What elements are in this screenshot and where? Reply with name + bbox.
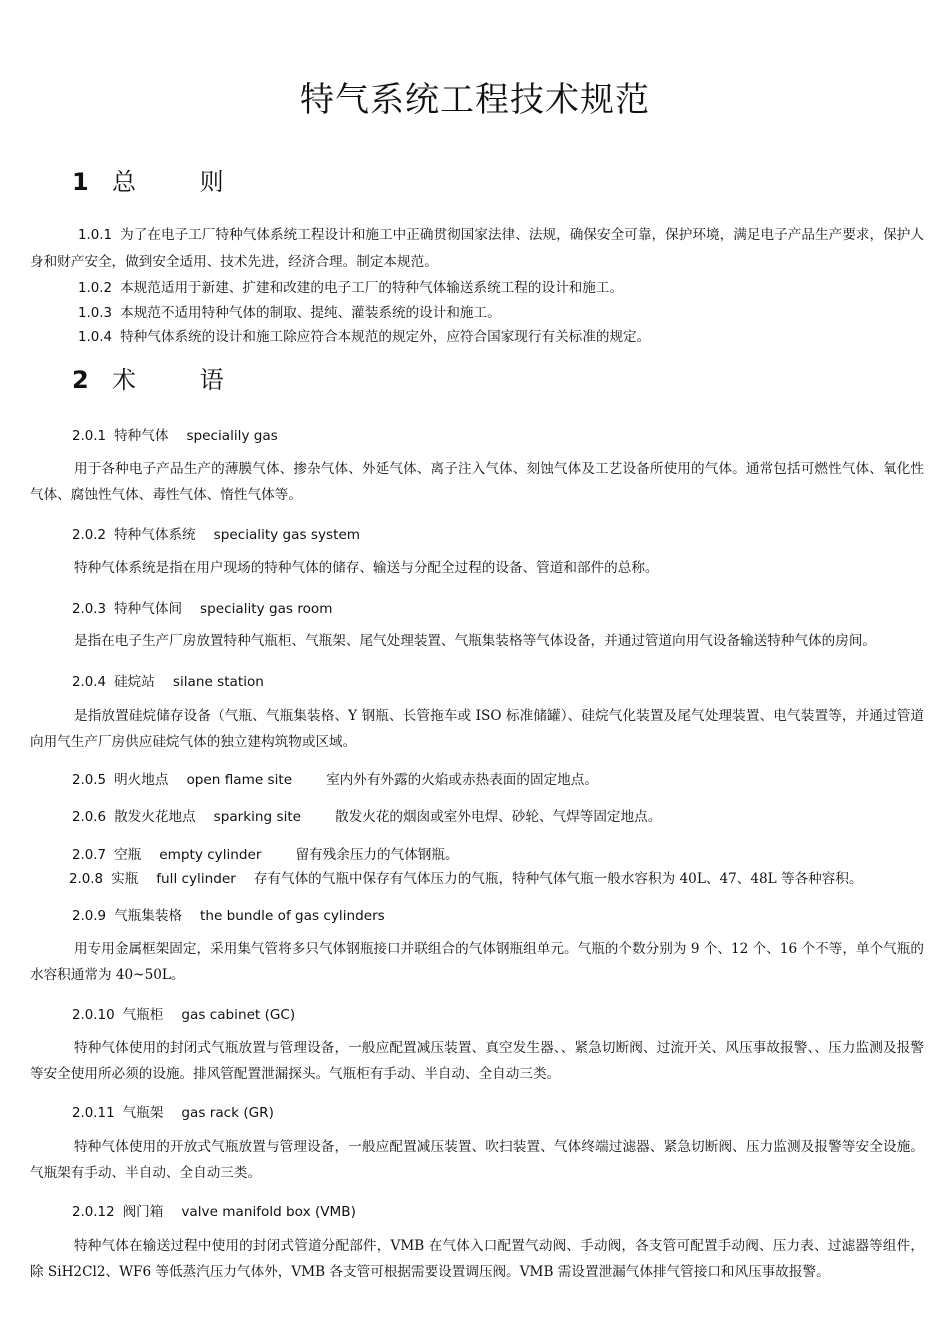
document-title: 特气系统工程技术规范: [300, 80, 650, 120]
term-2-0-2: 2.0.2 特种气体系统 speciality gas system: [72, 527, 361, 543]
clause-1-0-2: 1.0.2 本规范适用于新建、扩建和改建的电子工厂的特种气体输送系统工程的设计和施工。: [78, 280, 624, 296]
term-2-0-3-definition: 是指在电子生产厂房放置特种气瓶柜、气瓶架、尾气处理装置、气瓶集装格等气体设备，并通过管道向用气设备输送特种气体的房间。: [74, 633, 877, 649]
clause-1-0-1: [30, 222, 924, 275]
clause-1-0-3: 1.0.3 本规范不适用特种气体的制取、提纯、灌装系统的设计和施工。: [78, 305, 501, 321]
term-2-0-8: 2.0.8 实瓶 full cylinder 存有气体的气瓶中保存有气体压力的气瓶，特种气体气瓶一般水容积为 40L、47、48L 等各种容积。: [69, 871, 863, 887]
term-2-0-9: 2.0.9 气瓶集装格 the bundle of gas cylinders: [72, 908, 385, 924]
section-number: 1: [72, 168, 89, 196]
term-2-0-12: 2.0.12 阀门箱 valve manifold box (VMB): [72, 1204, 356, 1220]
term-2-0-2-definition: 特种气体系统是指在用户现场的特种气体的储存、输送与分配全过程的设备、管道和部件的总称。: [74, 560, 659, 576]
term-2-0-1: 2.0.1 特种气体 specialily gas: [72, 428, 278, 444]
section-title: 总 则: [112, 168, 252, 196]
term-2-0-5: 2.0.5 明火地点 open flame site 室内外有外露的火焰或赤热表面的固定地点。: [72, 772, 598, 788]
section-1-heading: [72, 162, 252, 197]
term-2-0-10-definition: 特种气体使用的封闭式气瓶放置与管理设备，一般应配置减压装置、真空发生器、、紧急切断阀、过流开关、风压事故报警、、压力监测及报警等安全使用所必须的设施。排风管配置泄漏探头。气瓶柜有手动、半自动、全自动三类。: [30, 1040, 924, 1082]
term-2-0-9-definition: 用专用金属框架固定，采用集气管将多只气体钢瓶接口并联组合的气体钢瓶组单元。气瓶的个数分别为 9 个、12 个、16 个不等，单个气瓶的水容积通常为 40~50L。: [30, 941, 924, 983]
section-2-heading: [72, 360, 252, 395]
clause-text: 为了在电子工厂特种气体系统工程设计和施工中正确贯彻国家法律、法规，确保安全可靠，保护环境，满足电子产品生产要求，保护人身和财产安全，做到安全适用、技术先进，经济合理。制定本规范。: [30, 227, 924, 270]
term-2-0-11: 2.0.11 气瓶架 gas rack (GR): [72, 1105, 274, 1121]
term-2-0-6: 2.0.6 散发火花地点 sparking site 散发火花的烟囱或室外电焊、砂轮、气焊等固定地点。: [72, 809, 662, 825]
clause-1-0-4: 1.0.4 特种气体系统的设计和施工除应符合本规范的规定外，应符合国家现行有关标准的规定。: [78, 329, 651, 345]
term-2-0-12-definition: 特种气体在输送过程中使用的封闭式管道分配部件，VMB 在气体入口配置气动阀、手动阀，各支管可配置手动阀、压力表、过滤器等组件，除 SiH2Cl2、WF6 等低蒸汽压力气体外，VMB 各支管可根据需要设置调压阀。VMB 需设置泄漏气体排气管接口和风压事故报警。: [30, 1238, 924, 1280]
term-2-0-11-definition: 特种气体使用的开放式气瓶放置与管理设备，一般应配置减压装置、吹扫装置、气体终端过滤器、紧急切断阀、压力监测及报警等安全设施。气瓶架有手动、半自动、全自动三类。: [30, 1139, 924, 1181]
term-2-0-7: 2.0.7 空瓶 empty cylinder 留有残余压力的气体钢瓶。: [72, 847, 459, 863]
term-2-0-4-definition: 是指放置硅烷储存设备（气瓶、气瓶集装格、Y 钢瓶、长管拖车或 ISO 标准储罐）、硅烷气化装置及尾气处理装置、电气装置等，并通过管道向用气生产厂房供应硅烷气体的独立建构筑物或区域。: [30, 708, 924, 750]
section-title: 术 语: [112, 366, 252, 394]
term-2-0-10: 2.0.10 气瓶柜 gas cabinet (GC): [72, 1007, 296, 1023]
clause-code: 1.0.1: [78, 228, 113, 243]
term-2-0-1-definition: 用于各种电子产品生产的薄膜气体、掺杂气体、外延气体、离子注入气体、刻蚀气体及工艺设备所使用的气体。通常包括可燃性气体、氧化性气体、腐蚀性气体、毒性气体、惰性气体等。: [30, 461, 924, 503]
term-2-0-3: 2.0.3 特种气体间 speciality gas room: [72, 601, 333, 617]
term-2-0-4: 2.0.4 硅烷站 silane station: [72, 674, 264, 690]
section-number: 2: [72, 366, 89, 394]
